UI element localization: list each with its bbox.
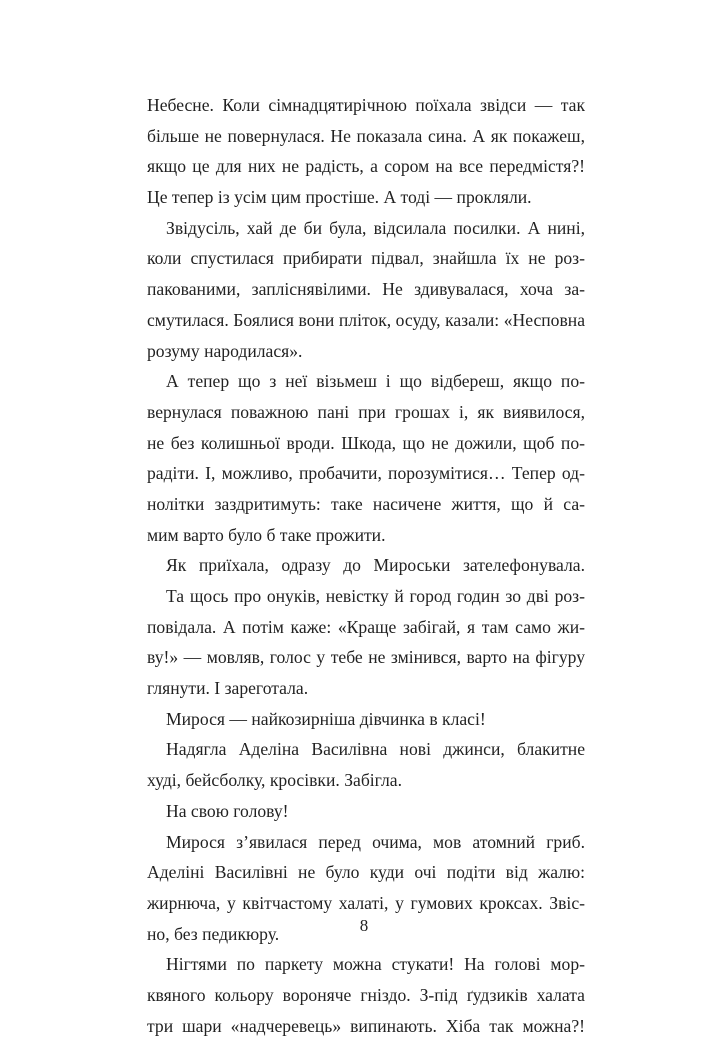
book-page-text bbox=[147, 90, 585, 1041]
text-line: худі, бейсболку, кросівки. Забігла. bbox=[147, 770, 402, 791]
text-line: повідала. А потім каже: «Краще забігай, я там само жи- bbox=[147, 616, 585, 637]
text-line: вернулася поважною пані при грошах і, як виявилося, bbox=[147, 401, 585, 422]
text-line: жирнюча, у квітчастому халаті, у гумових кроксах. Звіс- bbox=[147, 892, 585, 913]
text-line: три шари «надчеревець» випинають. Хіба так можна?! bbox=[147, 1015, 585, 1036]
text-line: глянути. І зареготала. bbox=[147, 678, 309, 699]
text-line: Мирося — найкозирніша дівчинка в класі! bbox=[166, 708, 486, 729]
text-line: Це тепер із усім цим простіше. А тоді — прокляли. bbox=[147, 187, 532, 208]
text-line: якщо це для них не радість, а сором на все передмістя?! bbox=[147, 156, 585, 177]
text-line: мим варто було б таке прожити. bbox=[147, 524, 386, 545]
text-line: Нігтями по паркету можна стукати! На голові мор- bbox=[166, 954, 585, 975]
text-line: На свою голову! bbox=[166, 800, 289, 821]
text-line: Мирося з’явилася перед очима, мов атомний гриб. bbox=[166, 831, 585, 852]
text-line: Надягла Аделіна Василівна нові джинси, блакитне bbox=[166, 739, 585, 760]
text-line: квяного кольору вороняче гніздо. З-під ґудзиків халата bbox=[147, 984, 585, 1005]
text-line: Та щось про онуків, невістку й город годин зо дві роз- bbox=[166, 586, 585, 606]
text-line: більше не повернулася. Не показала сина. А як покажеш, bbox=[147, 125, 585, 146]
page-number: 8 bbox=[359, 916, 369, 935]
text-line: нолітки заздритимуть: таке насичене життя, що й са- bbox=[147, 493, 585, 514]
text-line: но, без педикюру. bbox=[147, 923, 280, 944]
text-line: ву!» — мовляв, голос у тебе не змінився, варто на фігуру bbox=[147, 647, 585, 668]
text-line: смутилася. Боялися вони пліток, осуду, казали: «Несповна bbox=[147, 309, 585, 330]
text-line: розуму народилася». bbox=[147, 340, 303, 361]
text-line: коли спустилася прибирати підвал, знайшла їх не роз- bbox=[147, 248, 585, 269]
text-line: Як приїхала, одразу до Мироськи зателефонувала. bbox=[166, 555, 585, 576]
text-line: Небесне. Коли сімнадцятирічною поїхала звідси — так bbox=[147, 95, 585, 115]
text-line: А тепер що з неї візьмеш і що відбереш, якщо по- bbox=[166, 371, 585, 392]
text-line: Аделіні Василівні не було куди очі подіти від жалю: bbox=[147, 862, 585, 883]
text-line: не без колишньої вроди. Шкода, що не дожили, щоб по- bbox=[147, 432, 585, 453]
text-line: пакованими, запліснявілими. Не здивувалася, хоча за- bbox=[147, 279, 585, 300]
text-line: радіти. І, можливо, пробачити, порозумітися… Тепер од- bbox=[147, 463, 585, 484]
text-line: Звідусіль, хай де би була, відсилала посилки. А нині, bbox=[166, 217, 585, 238]
